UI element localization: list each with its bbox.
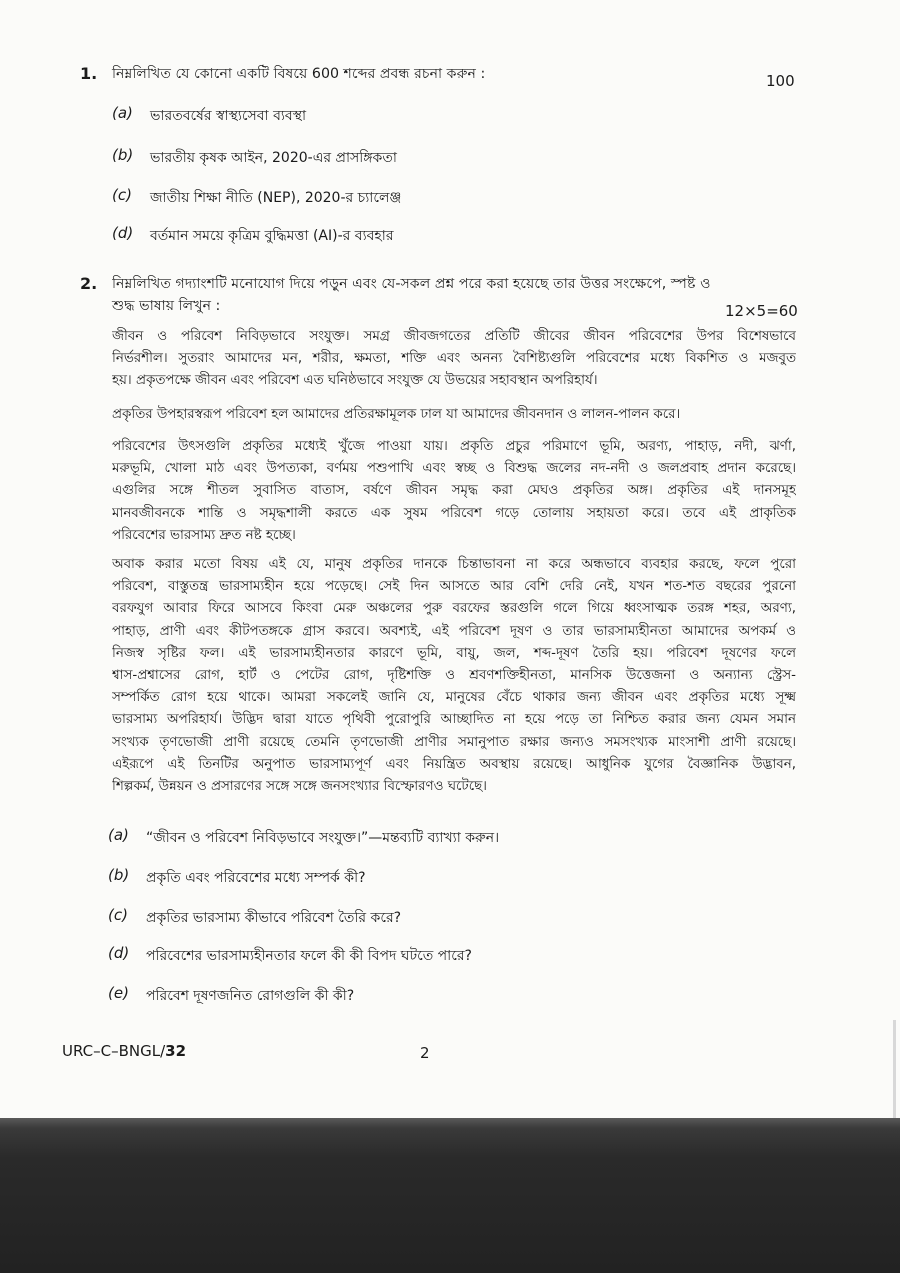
passage-line: পাহাড়, প্রাণী এবং কীটপতঙ্গকে গ্রাস করবে। অবশ্যই, এই পরিবেশ দূষণ ও তার ভারসাম্যহীনতা আমাদের অপকর্ম ও [112, 623, 796, 639]
question-1-marks: 100 [766, 72, 795, 90]
question-1-option-label: (d) [112, 224, 134, 242]
passage-paragraph [112, 326, 796, 393]
question-2-number: 2. [80, 274, 98, 293]
passage-paragraph [112, 554, 796, 798]
paper-code [62, 1042, 186, 1060]
scan-background [0, 1118, 900, 1273]
question-1-option-label: (a) [112, 104, 133, 122]
question-1-option-text: ভারতবর্ষের স্বাস্থ্যসেবা ব্যবস্থা [150, 108, 307, 124]
passage-line: শ্বাস-প্রশ্বাসের রোগ, হার্ট ও পেটের রোগ, দৃষ্টিশক্তি ও শ্রবণশক্তিহীনতা, মানসিক উত্তেজনা ও অন্যান্য স্ট্রেস- [112, 668, 796, 684]
question-2-sub-label: (a) [108, 826, 129, 844]
passage-line: নির্ভরশীল। সুতরাং আমাদের মন, শরীর, ক্ষমতা, শক্তি এবং অনন্য বৈশিষ্ট্যগুলি পরিবেশের মধ্যে বিকশিত ও মজবুত [112, 351, 796, 367]
passage-line: মানবজীবনকে শান্তি ও সমৃদ্ধশালী করতে এক সুষম পরিবেশ গড়ে তোলায় সহায়তা করে। তবে এই প্রাকৃতিক [112, 505, 796, 521]
question-2-sub-text: “জীবন ও পরিবেশ নিবিড়ভাবে সংযুক্ত।”—মন্তব্যটি ব্যাখ্যা করুন। [146, 830, 500, 846]
passage-paragraph [112, 436, 796, 547]
passage-line: পরিবেশের ভারসাম্য দ্রুত নষ্ট হচ্ছে। [112, 527, 296, 543]
passage-line: সংখ্যক তৃণভোজী প্রাণী রয়েছে তেমনি তৃণভোজী প্রাণীর সমানুপাত রক্ষার জন্যও সমসংখ্যক মাংসাশী প্রাণী রয়েছে। [112, 734, 796, 750]
passage-line: ভারসাম্য অপরিহার্য। উদ্ভিদ দ্বারা যাতে পৃথিবী পুরোপুরি আচ্ছাদিত না হয়ে পড়ে তা নিশ্চিত করার জন্য যেমন সমান [112, 712, 796, 728]
question-1-number: 1. [80, 64, 98, 83]
question-2-sub-label: (d) [108, 944, 130, 962]
question-2-sub-text: প্রকৃতির ভারসাম্য কীভাবে পরিবেশ তৈরি করে? [146, 910, 402, 926]
question-1-option-text: বর্তমান সময়ে কৃত্রিম বুদ্ধিমত্তা (AI)-র ব্যবহার [150, 228, 394, 244]
passage-paragraph [112, 404, 796, 426]
passage-line: এগুলির সঙ্গে শীতল সুবাসিত বাতাস, বর্ষণে জীবন সমৃদ্ধ করা মেঘও প্রকৃতির অঙ্গ। প্রকৃতির এই দানসমূহ [112, 483, 796, 499]
page-number: 2 [420, 1044, 430, 1062]
question-2-sub-label: (c) [108, 906, 128, 924]
question-1-option-label: (b) [112, 146, 134, 164]
question-1-option-text: ভারতীয় কৃষক আইন, 2020-এর প্রাসঙ্গিকতা [150, 150, 397, 166]
question-2-sub-text: পরিবেশ দূষণজনিত রোগগুলি কী কী? [146, 988, 355, 1004]
question-1-option-text: জাতীয় শিক্ষা নীতি (NEP), 2020-র চ্যালেঞ্জ [150, 190, 402, 206]
passage-line: জীবন ও পরিবেশ নিবিড়ভাবে সংযুক্ত। সমগ্র জীবজগতের প্রতিটি জীবের জীবন পরিবেশের উপর বিশেষভাবে [112, 329, 796, 344]
passage-line: হয়। প্রকৃতপক্ষে জীবন এবং পরিবেশ এত ঘনিষ্ঠভাবে সংযুক্ত যে উভয়ের সহাবস্থান অপরিহার্য। [112, 373, 598, 389]
question-2-prompt-line-1: নিম্নলিখিত গদ্যাংশটি মনোযোগ দিয়ে পড়ুন এবং যে-সকল প্রশ্ন পরে করা হয়েছে তার উত্তর সংক্ষেপে, স্পষ্ট ও [112, 276, 711, 292]
passage-line: নিজস্ব সৃষ্টির ফল। এই ভারসাম্যহীনতার কারণে ভূমি, বায়ু, জল, শব্দ-দূষণ তৈরি হয়। পরিবেশ দূষণের ফলে [112, 645, 796, 661]
scan-edge [893, 1020, 896, 1120]
question-2-sub-label: (e) [108, 984, 129, 1002]
passage-line: এইরূপে এই তিনটির অনুপাত ভারসাম্যপূর্ণ এবং নিয়ন্ত্রিত অবস্থায় রয়েছে। আধুনিক যুগের বৈজ্ঞানিক উদ্ভাবন, [112, 756, 796, 772]
passage-line: অবাক করার মতো বিষয় এই যে, মানুষ প্রকৃতির দানকে চিন্তাভাবনা না করে অন্ধভাবে ব্যবহার করছে, ফলে পুরো [112, 557, 796, 572]
question-2-sub-text: প্রকৃতি এবং পরিবেশের মধ্যে সম্পর্ক কী? [146, 870, 366, 886]
passage-line: পরিবেশ, বাস্তুতন্ত্র ভারসাম্যহীন হয়ে পড়েছে। সেই দিন আসতে আর বেশি দেরি নেই, যখন শত-শত বছরের পুরনো [112, 579, 796, 595]
passage-line: শিল্পকর্ম, উন্নয়ন ও প্রসারণের সঙ্গে সঙ্গে জনসংখ্যার বিস্ফোরণও ঘটেছে। [112, 779, 487, 795]
passage-line: পরিবেশের উৎসগুলি প্রকৃতির মধ্যেই খুঁজে পাওয়া যায়। প্রকৃতি প্রচুর পরিমাণে ভূমি, অরণ্য, পাহাড়, নদী, ঝর্ণা, [112, 439, 796, 454]
passage-line: সম্পর্কিত রোগ হয়ে থাকে। আমরা সকলেই জানি যে, মানুষের বেঁচে থাকার জন্য জীবন এবং প্রকৃতির মধ্যে সূক্ষ্ম [112, 690, 796, 706]
passage-line: প্রকৃতির উপহারস্বরূপ পরিবেশ হল আমাদের প্রতিরক্ষামূলক ঢাল যা আমাদের জীবনদান ও লালন-পালন করে। [112, 407, 681, 422]
paper-code-number: 32 [165, 1042, 187, 1060]
question-2-sub-text: পরিবেশের ভারসাম্যহীনতার ফলে কী কী বিপদ ঘটতে পারে? [146, 948, 472, 964]
question-1-prompt: নিম্নলিখিত যে কোনো একটি বিষয়ে 600 শব্দের প্রবন্ধ রচনা করুন : [112, 66, 486, 82]
passage-line: বরফযুগ আবার ফিরে আসবে কিংবা মেরু অঞ্চলের পুরু বরফের স্তরগুলি গলে গিয়ে ধ্বংসাত্মক তরঙ্গ শহর, অরণ্য, [112, 601, 796, 617]
question-2-marks: 12×5=60 [725, 302, 798, 320]
paper-code-prefix: URC–C–BNGL/ [62, 1042, 166, 1060]
question-1-option-label: (c) [112, 186, 132, 204]
question-2-prompt-line-2: শুদ্ধ ভাষায় লিখুন : [112, 298, 221, 314]
passage-line: মরুভূমি, খোলা মাঠ এবং উপত্যকা, বর্ণময় পশুপাখি এবং স্বচ্ছ ও বিশুদ্ধ জলের নদ-নদী ও জলপ্রবাহ প্রদান করেছে। [112, 461, 796, 477]
question-2-sub-label: (b) [108, 866, 130, 884]
